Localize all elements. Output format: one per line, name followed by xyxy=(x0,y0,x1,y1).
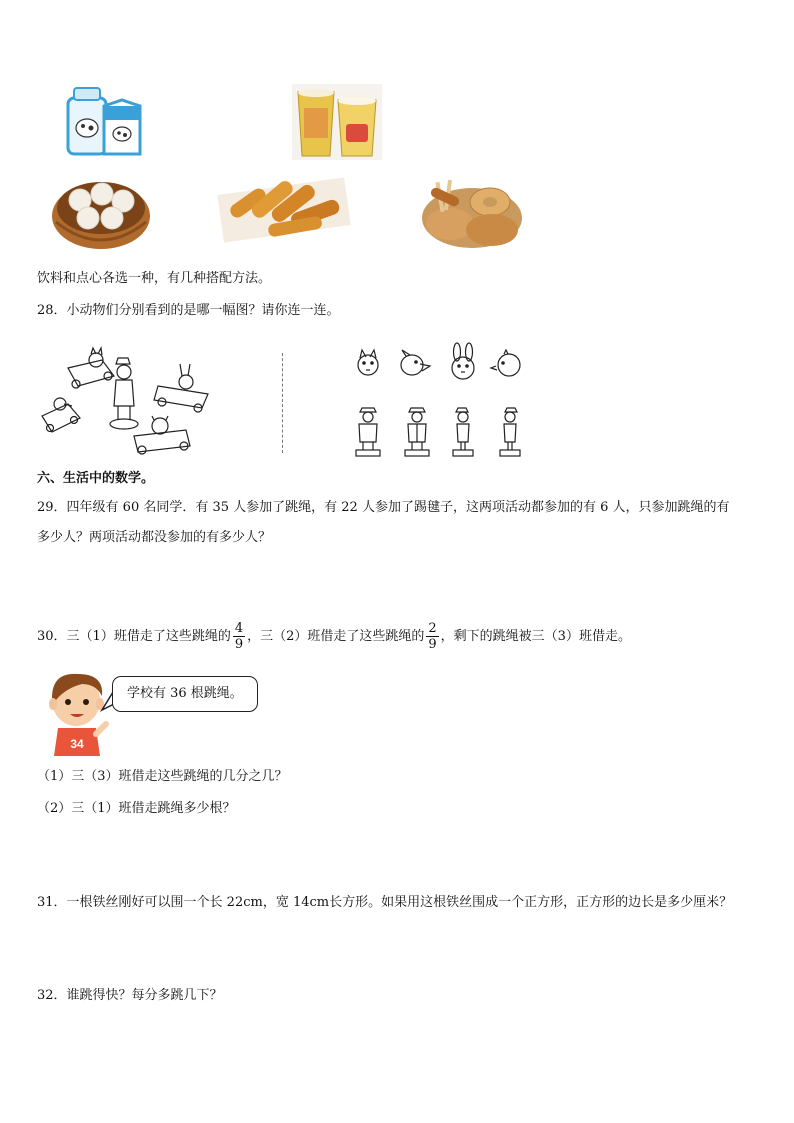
q29-line1: 29．四年级有 60 名同学．有 35 人参加了跳绳，有 22 人参加了踢毽子，这两项活动都参加的有 6 人，只参加跳绳的有 xyxy=(37,500,730,515)
dog-side-head-icon xyxy=(398,350,432,378)
rabbit-head-icon xyxy=(446,344,480,380)
q28-divider xyxy=(282,353,283,453)
steamed-buns-image xyxy=(50,166,152,252)
q30-part2: ，三（2）班借走了这些跳绳的 xyxy=(247,629,425,644)
figurine-left-view xyxy=(450,406,476,458)
speech-bubble: 学校有 36 根跳绳。 xyxy=(112,676,258,712)
fraction-four-ninths xyxy=(233,621,245,652)
figurine-right-view xyxy=(497,406,523,458)
q32-question: 32．谁跳得快？每分多跳几下？ xyxy=(37,988,223,1003)
frac1-denominator: 9 xyxy=(234,637,244,652)
q27-question: 饮料和点心各选一种，有几种搭配方法。 xyxy=(37,271,272,286)
section-six-title: 六、生活中的数学。 xyxy=(37,471,155,486)
animals-in-cars-scene xyxy=(38,346,214,458)
frac2-denominator: 9 xyxy=(428,637,437,652)
q30-part3: ，剩下的跳绳被三（3）班借走。 xyxy=(440,629,631,644)
frac1-numerator: 4 xyxy=(234,621,244,636)
boy-illustration xyxy=(46,670,108,758)
figurine-front-view xyxy=(354,406,382,458)
q28-question: 28．小动物们分别看到的是哪一幅图？请你连一连。 xyxy=(37,303,340,318)
figurine-back-view xyxy=(403,406,431,458)
q29-line2: 多少人？两项活动都没参加的有多少人？ xyxy=(37,530,272,545)
q31-question: 31．一根铁丝刚好可以围一个长 22cm，宽 14cm长方形。如果用这根铁丝围成一个正方形，正方形的边长是多少厘米？ xyxy=(37,895,733,910)
shirt-number: 34 xyxy=(70,737,84,751)
fried-dough-sticks-image xyxy=(220,166,348,250)
q30-subquestion-1: （1）三（3）班借走这些跳绳的几分之几？ xyxy=(37,769,288,784)
frac2-numerator: 2 xyxy=(428,621,437,636)
dog-head-icon xyxy=(354,348,382,378)
bread-basket-image xyxy=(420,178,524,250)
milk-cartons-image xyxy=(64,84,144,158)
q30-question xyxy=(37,620,631,654)
soy-milk-cups-image xyxy=(292,84,382,160)
q30-subquestion-2: （2）三（1）班借走跳绳多少根？ xyxy=(37,801,236,816)
fraction-two-ninths xyxy=(426,621,438,652)
q30-part1: 30．三（1）班借走了这些跳绳的 xyxy=(37,629,231,644)
bird-head-icon xyxy=(494,350,524,378)
